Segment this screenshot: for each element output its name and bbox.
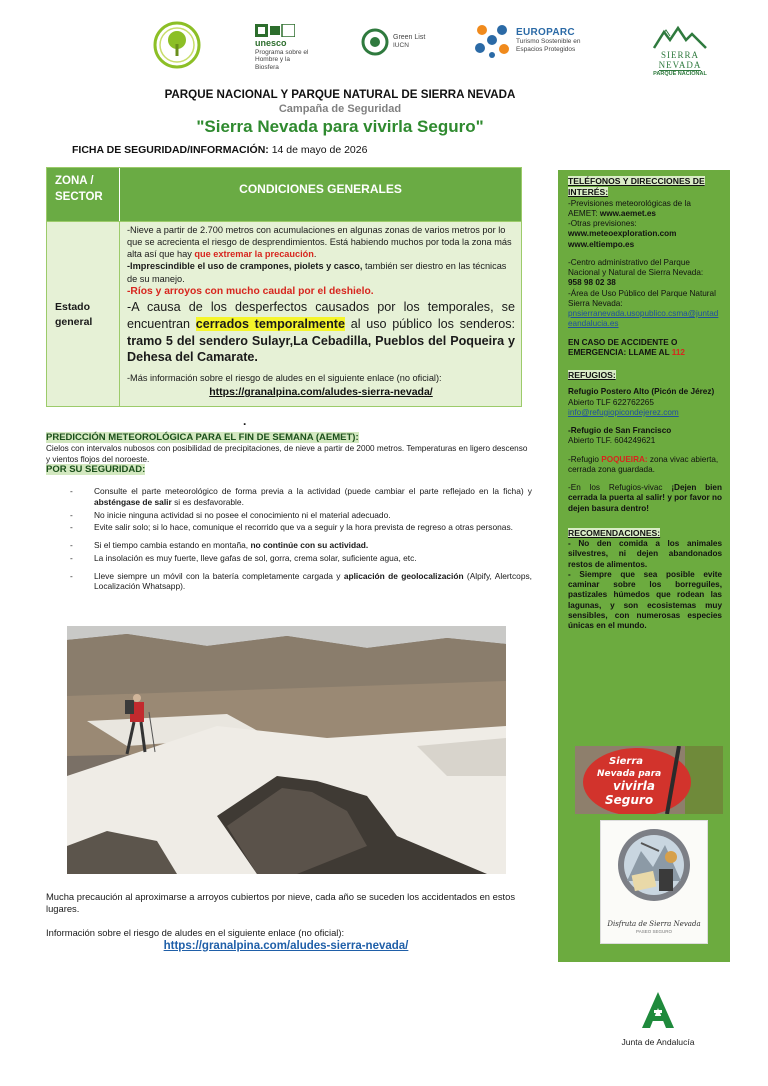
ref4 bbox=[568, 483, 722, 514]
junta-name: Junta de Andalucía bbox=[621, 1037, 695, 1047]
sidebar bbox=[558, 170, 730, 962]
safety-list bbox=[68, 486, 532, 594]
rec2: - Siempre que sea posible evite caminar sobre los borreguiles, pastizales húmedos que rodean las lagunas, y son ecosistemas muy sensibles, con numerosas especies únicas en el mundo. bbox=[568, 569, 722, 630]
recommendations-heading: RECOMENDACIONES: bbox=[568, 527, 661, 538]
cond-trails-a: -A causa de los desperfectos causados por los temporales, se encuentran bbox=[127, 300, 515, 332]
rec1: - No den comida a los animales silvestres, ni dejen abandonados restos de alimentos. bbox=[568, 539, 722, 569]
ref3 bbox=[568, 455, 722, 476]
emergency-line bbox=[568, 338, 722, 359]
unesco-temple-icon bbox=[255, 24, 295, 37]
emergency-text: EN CASO DE ACCIDENTE O EMERGENCIA: LLAME AL bbox=[568, 337, 678, 357]
green-list-icon bbox=[361, 28, 389, 56]
cond-trails-paragraph bbox=[127, 299, 515, 366]
shirt-text2: Nevada para bbox=[597, 769, 662, 779]
stray-dot: . bbox=[243, 414, 247, 428]
forecast-heading: PREDICCIÓN METEOROLÓGICA PARA EL FIN DE SEMANA (AEMET): bbox=[46, 432, 359, 443]
aludes-link-bottom[interactable]: https://granalpina.com/aludes-sierra-nevada/ bbox=[163, 940, 409, 952]
advice-text: La insolación es muy fuerte, lleve gafas de sol, gorra, crema solar, suficiente agua, etc. bbox=[94, 552, 417, 563]
emergency-number: 112 bbox=[671, 347, 685, 357]
aludes-info: Información sobre el riesgo de aludes en el siguiente enlace (no oficial): bbox=[46, 927, 345, 938]
junta-logo bbox=[608, 990, 708, 1047]
green-list-name: Green List bbox=[393, 34, 426, 42]
advice-bold: no continúe con su actividad. bbox=[250, 540, 369, 550]
shirt-text3: vivirla bbox=[613, 779, 655, 793]
cond-more-info: -Más información sobre el riesgo de aludes en el siguiente enlace (no oficial): bbox=[127, 373, 442, 384]
advice-text: Evite salir solo; si lo hace, comunique el recorrido que va a seguir y la hora prevista de regreso a otras personas. bbox=[94, 522, 513, 533]
phones-heading: TELÉFONOS Y DIRECCIONES DE INTERÉS: bbox=[568, 176, 705, 198]
cond-trails-list: tramo 5 del sendero Sulayr,La Cebadilla, Pueblos del Poqueira y Dehesa del Camarate. bbox=[127, 333, 515, 365]
cond-snow-warning: que extremar la precaución bbox=[194, 249, 314, 260]
sn-line2: NEVADA bbox=[658, 60, 702, 70]
header-general-conditions: CONDICIONES GENERALES bbox=[119, 168, 521, 221]
zone-line2: general bbox=[55, 315, 93, 328]
advice-text: Si el tiempo cambia estando en montaña, bbox=[94, 540, 251, 550]
campaign-subtitle: Campaña de Seguridad bbox=[278, 103, 402, 115]
page-title: PARQUE NACIONAL Y PARQUE NATURAL DE SIERRA NEVADA bbox=[164, 88, 516, 101]
forecast-text: Cielos con intervalos nubosos con posibilidad de precipitaciones, de nieve a partir de 2000 metros. Temperaturas en ligero descenso y vientos flojos del noroeste. bbox=[46, 444, 528, 464]
refugios-heading: REFUGIOS: bbox=[568, 370, 616, 380]
sn-line1: SIERRA bbox=[660, 50, 699, 60]
list-item bbox=[68, 571, 532, 593]
junta-a-icon bbox=[638, 990, 678, 1030]
list-item bbox=[68, 522, 532, 533]
list-item bbox=[68, 486, 532, 508]
ref4-bold: ¡Dejen bien cerrada la puerta al salir! y por favor no dejen basura dentro! bbox=[568, 483, 722, 513]
snow-stream-photo bbox=[67, 626, 506, 874]
aemet-label: -Previsiones meteorológicas de la AEMET: bbox=[568, 198, 691, 218]
list-item bbox=[68, 540, 532, 551]
ref3-a: -Refugio bbox=[568, 454, 602, 464]
advice-text: No inicie ninguna actividad si no posee el conocimiento ni el material adecuado. bbox=[94, 509, 391, 520]
shirt-text4: Seguro bbox=[605, 793, 654, 807]
conditions-cell bbox=[119, 221, 521, 406]
eltiempo-url[interactable]: www.eltiempo.es bbox=[568, 239, 635, 249]
photo-caption: Mucha precaución al aproximarse a arroyos cubiertos por nieve, cada año se suceden los accidentados en estos lugares. bbox=[46, 891, 516, 915]
ref1-tel: Abierto TLF 622762265 bbox=[568, 397, 654, 407]
header-zone-sector: ZONA / SECTOR bbox=[47, 168, 119, 221]
campaign-slogan: "Sierra Nevada para vivirla Seguro" bbox=[196, 117, 484, 136]
poster-title: Disfruta de Sierra Nevada bbox=[607, 920, 701, 929]
cond-snow-end: . bbox=[313, 249, 317, 260]
ref3-red: POQUEIRA: bbox=[601, 454, 648, 464]
europarc-logo bbox=[472, 22, 580, 58]
ref3-b: zona vivac abierta, cerrada zona guardada. bbox=[568, 454, 719, 474]
zone-cell bbox=[47, 221, 119, 406]
mountains-icon bbox=[652, 24, 708, 50]
europarc-sub2: Espacios Protegidos bbox=[516, 45, 576, 53]
unesco-word: unesco bbox=[255, 38, 287, 48]
cond-trails-highlight: cerrados temporalmente bbox=[195, 317, 345, 332]
sn-line3: PARQUE NACIONAL bbox=[653, 71, 707, 77]
cond-rivers: -Ríos y arroyos con mucho caudal por el deshielo. bbox=[127, 285, 374, 297]
poster-sub: PASEO SEGURO bbox=[636, 929, 672, 934]
centro-phone: 958 98 02 38 bbox=[568, 278, 616, 288]
ref1-email[interactable]: info@refugiopicondejerez.com bbox=[568, 407, 679, 417]
biosphere-logo bbox=[152, 20, 202, 70]
advice-text: Lleve siempre un móvil con la batería completamente cargada y bbox=[94, 570, 344, 581]
cond-gear-rest: también ser diestro en las técnicas de su manejo. bbox=[127, 261, 507, 284]
green-list-logo bbox=[361, 28, 425, 56]
ficha-line bbox=[72, 144, 367, 156]
unesco-sub: Programa sobre el Hombre y la Biosfera bbox=[255, 49, 309, 71]
safety-heading: POR SU SEGURIDAD: bbox=[46, 464, 146, 475]
other-forecasts-label: -Otras previsiones: bbox=[568, 219, 637, 228]
aemet-url[interactable]: www.aemet.es bbox=[599, 208, 656, 218]
list-item bbox=[68, 510, 532, 521]
area-email[interactable]: pnsierranevada.usopublico.csma@juntadeandalucia.es bbox=[568, 309, 719, 329]
conditions-table bbox=[46, 167, 522, 407]
cond-gear-paragraph bbox=[127, 260, 515, 284]
europarc-name: EUROPARC bbox=[516, 27, 575, 39]
area-label: -Área de Uso Público del Parque Natural Sierra Nevada: bbox=[568, 288, 716, 308]
sierra-nevada-logo bbox=[652, 24, 708, 77]
europarc-sub1: Turismo Sostenible en bbox=[516, 38, 581, 46]
safety-poster bbox=[600, 820, 708, 944]
advice-bold: aplicación de geolocalización bbox=[343, 570, 464, 581]
centro-label: -Centro administrativo del Parque Nacional y Natural de Sierra Nevada: bbox=[568, 257, 704, 277]
europarc-star-icon bbox=[472, 22, 512, 58]
advice-text: si es desfavorable. bbox=[171, 496, 244, 507]
advice-text: Consulte el parte meteorológico de forma previa a la actividad (puede cambiar el parte reflejado en la ficha) y bbox=[94, 486, 532, 496]
ref2-name: -Refugio de San Francisco bbox=[568, 426, 672, 435]
ref4-a: -En los Refugios-vivac bbox=[568, 483, 672, 492]
list-item bbox=[68, 553, 532, 564]
ficha-label: FICHA DE SEGURIDAD/INFORMACIÓN: bbox=[72, 144, 269, 156]
campaign-shirt-photo bbox=[575, 746, 723, 814]
green-list-sub: IUCN bbox=[393, 42, 409, 50]
cond-trails-b: al uso público los senderos: bbox=[344, 317, 516, 332]
unesco-logo bbox=[255, 24, 315, 71]
shirt-text1: Sierra bbox=[609, 756, 644, 767]
zone-line1: Estado bbox=[55, 301, 91, 313]
ficha-date: 14 de mayo de 2026 bbox=[271, 144, 368, 156]
cond-gear-bold: -Imprescindible el uso de crampones, piolets y casco, bbox=[127, 261, 363, 272]
cond-snow-paragraph bbox=[127, 224, 515, 260]
advice-bold: absténgase de salir bbox=[94, 496, 172, 507]
poster-illustration bbox=[601, 821, 707, 917]
ref2-tel: Abierto TLF. 604249621 bbox=[568, 436, 656, 446]
cond-snow-text: -Nieve a partir de 2.700 metros con acumulaciones en algunas zonas de varios metros por lo que se acrecienta el riesgo de desprendimientos. Está habiendo muchos por toda la zona más alta así que hay bbox=[127, 225, 512, 260]
aludes-link[interactable]: https://granalpina.com/aludes-sierra-nevada/ bbox=[209, 386, 433, 399]
tree-icon bbox=[152, 20, 202, 70]
advice-text: (Alpify, Alertcops, Localización Whatsapp). bbox=[94, 570, 532, 592]
ref1-name: Refugio Postero Alto (Picón de Jérez) bbox=[568, 387, 715, 397]
meteoexploration-url[interactable]: www.meteoexploration.com bbox=[568, 229, 677, 239]
